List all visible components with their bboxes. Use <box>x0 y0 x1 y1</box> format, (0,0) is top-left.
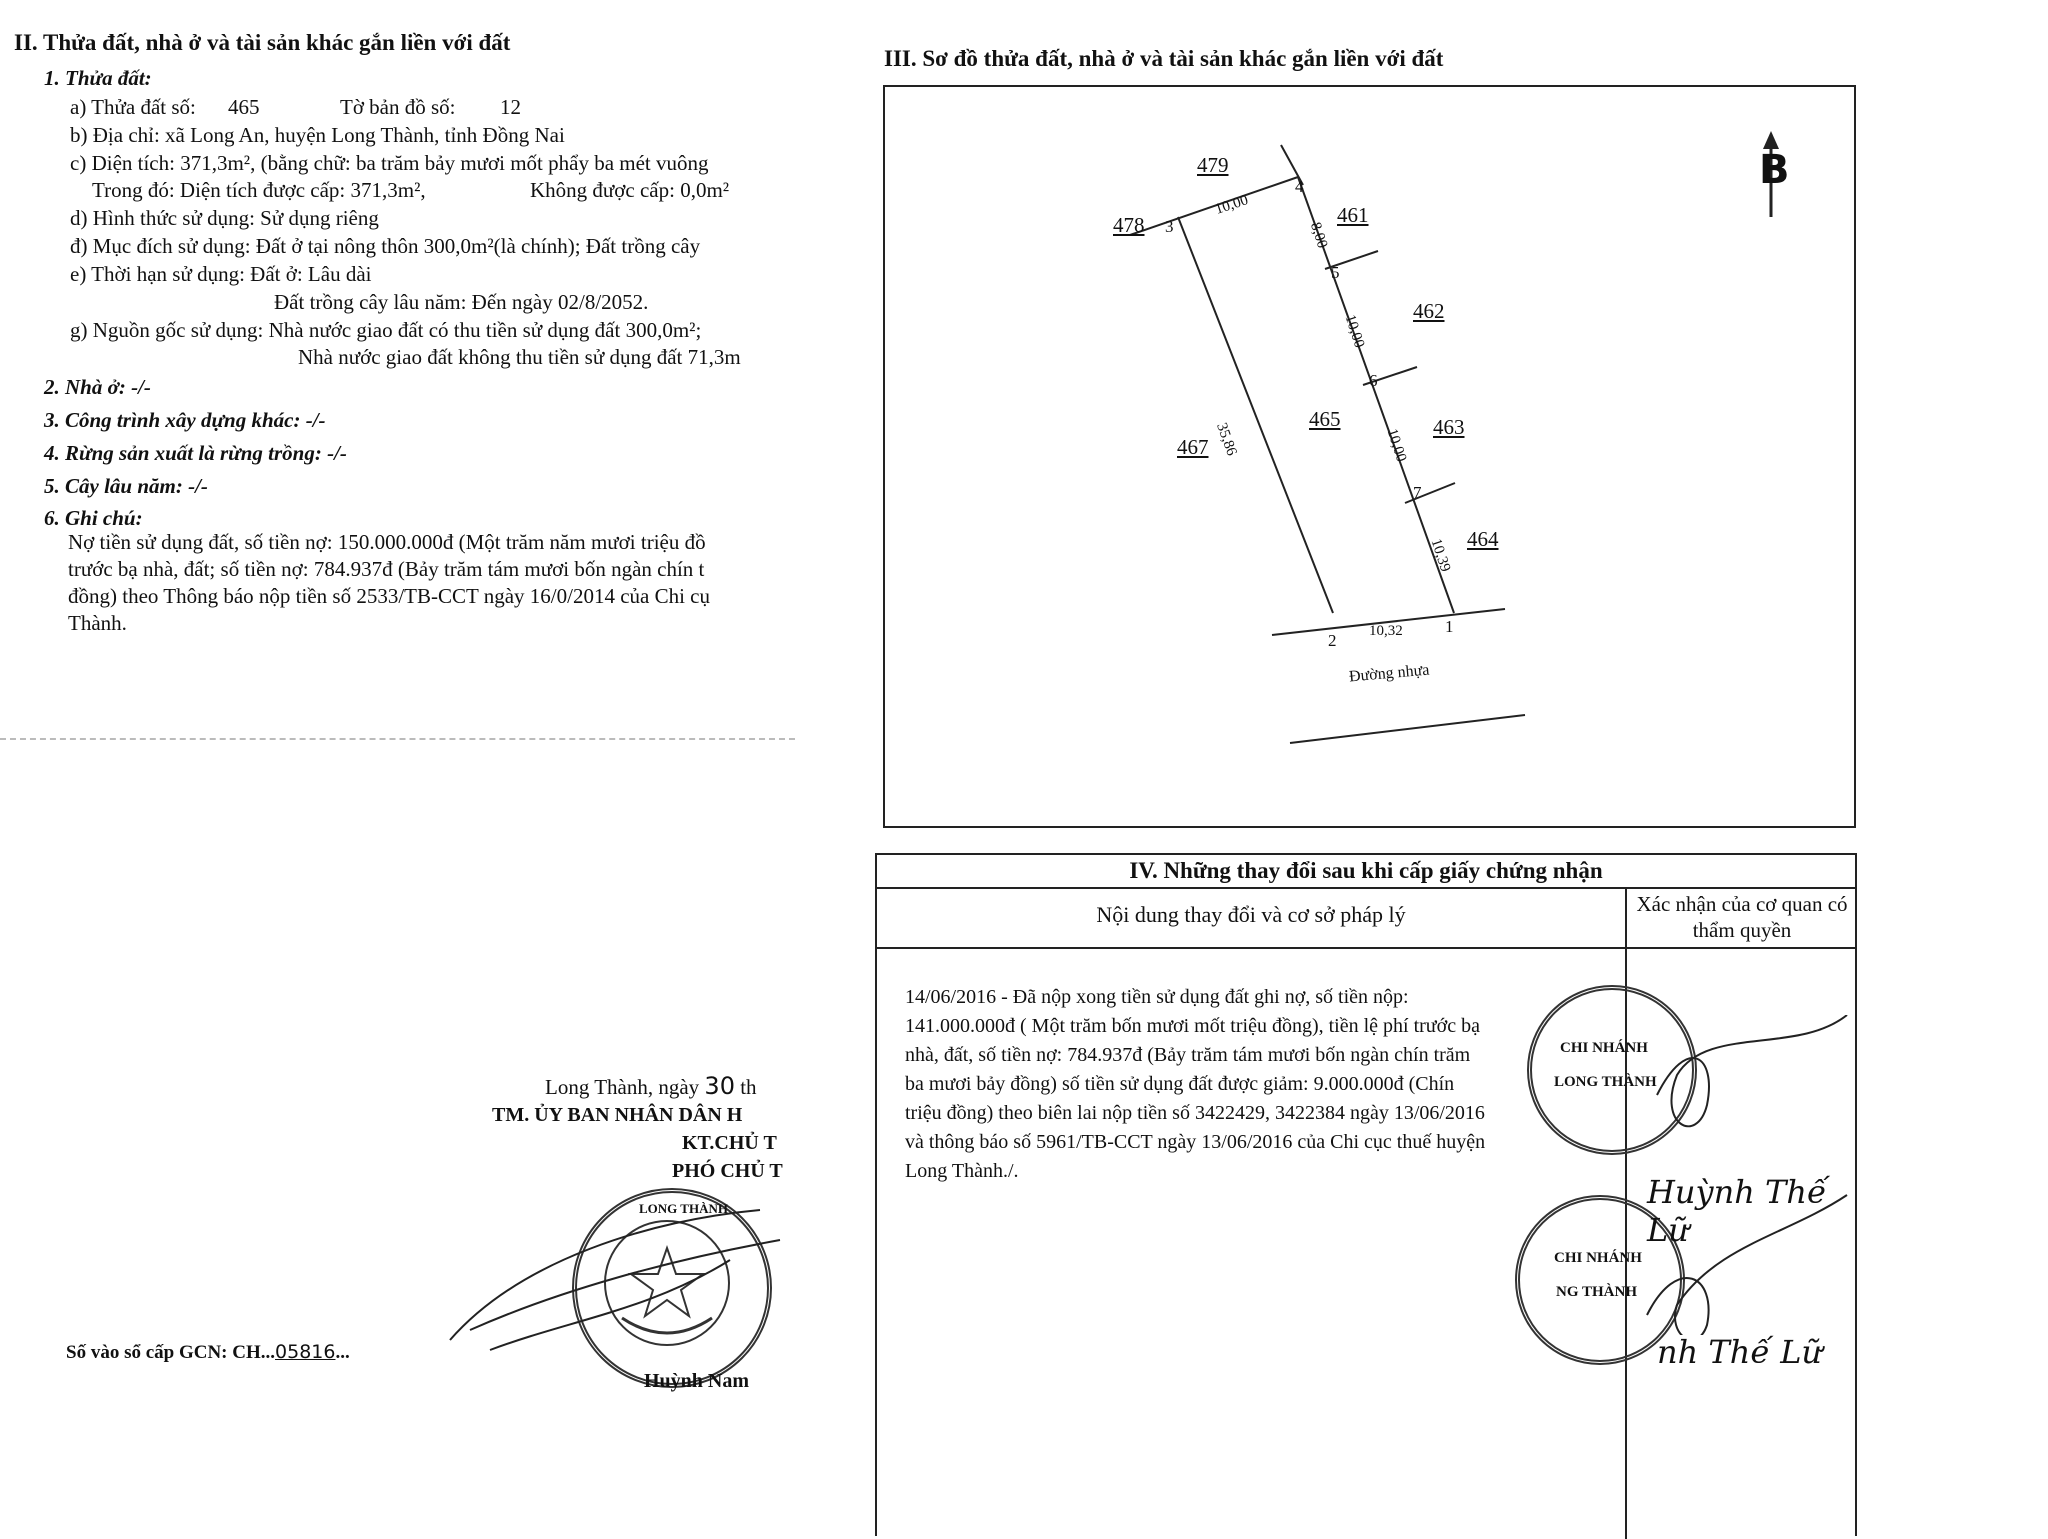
signer-name: Huỳnh Nam <box>644 1370 750 1392</box>
land-heading: 1. Thửa đất: <box>44 66 152 90</box>
parcel-467: 467 <box>1177 435 1209 459</box>
map-label: Tờ bản đồ số: <box>340 95 456 119</box>
plot-svg <box>885 87 1858 830</box>
section-2 <box>0 0 795 1536</box>
note-line-3: đồng) theo Thông báo nộp tiền số 2533/TB-CCT ngày 16/0/2014 của Chi cụ <box>68 584 710 608</box>
point-3: 3 <box>1165 217 1174 236</box>
signature-scribble <box>430 1200 790 1360</box>
dim-5-6: 10,00 <box>1341 312 1368 350</box>
section-4-title: IV. Những thay đổi sau khi cấp giấy chứng nhận <box>877 855 1855 889</box>
parcel-479: 479 <box>1197 153 1229 177</box>
parcel-463: 463 <box>1433 415 1465 439</box>
road-label: Đường nhựa <box>1348 661 1431 686</box>
column-header-confirmation: Xác nhận của cơ quan có thẩm quyền <box>1627 887 1857 949</box>
changes-table <box>875 853 1857 1536</box>
perennial: 5. Cây lâu năm: -/- <box>44 474 208 498</box>
change-entry <box>905 983 1625 1186</box>
point-7: 7 <box>1413 483 1422 502</box>
sign-day: 30 <box>704 1072 735 1100</box>
entry-line: 14/06/2016 - Đã nộp xong tiền sử dụng đất ghi nợ, số tiền nộp: <box>905 986 1409 1008</box>
stamp-2-bottom: NG THÀNH <box>1556 1284 1637 1300</box>
sign-place-date: Long Thành, ngày 30 th <box>545 1072 757 1100</box>
dim-front: 10,32 <box>1369 623 1403 639</box>
book-number: 05816 <box>275 1341 336 1363</box>
sign-kt: KT.CHỦ T <box>682 1132 777 1154</box>
origin: g) Nguồn gốc sử dụng: Nhà nước giao đất có thu tiền sử dụng đất 300,0m²; <box>70 318 702 342</box>
parcel-no: 465 <box>228 95 260 119</box>
signature-name-2: nh Thế Lữ <box>1657 1333 1823 1371</box>
dim-4-5: 8,00 <box>1306 220 1331 251</box>
land-plot-diagram <box>883 85 1856 828</box>
point-2: 2 <box>1328 631 1337 650</box>
entry-line: 141.000.000đ ( Một trăm bốn mươi mốt triệu đồng), tiền lệ phí trước bạ <box>905 1015 1480 1037</box>
parcel-465: 465 <box>1309 407 1341 431</box>
parcel-462: 462 <box>1413 299 1445 323</box>
book-entry: Số vào sổ cấp GCN: CH...05816... <box>66 1341 350 1363</box>
term-2: Đất trồng cây lâu năm: Đến ngày 02/8/2052. <box>274 290 649 314</box>
note-line-1: Nợ tiền sử dụng đất, số tiền nợ: 150.000.000đ (Một trăm năm mươi triệu đồ <box>68 530 706 554</box>
area-not-granted: Không được cấp: 0,0m² <box>530 178 730 202</box>
term: e) Thời hạn sử dụng: Đất ở: Lâu dài <box>70 262 372 286</box>
note-line-2: trước bạ nhà, đất; số tiền nợ: 784.937đ (Bảy trăm tám mươi bốn ngàn chín t <box>68 557 705 581</box>
purpose: đ) Mục đích sử dụng: Đất ở tại nông thôn 300,0m²(là chính); Đất trồng cây <box>70 234 701 258</box>
house: 2. Nhà ở: -/- <box>44 375 151 399</box>
point-1: 1 <box>1445 617 1454 636</box>
stamp-2-top: CHI NHÁNH <box>1554 1250 1642 1266</box>
stamp-1-bottom: LONG THÀNH <box>1554 1074 1657 1090</box>
entry-line: Long Thành./. <box>905 1160 1019 1182</box>
origin-2: Nhà nước giao đất không thu tiền sử dụng đất 71,3m <box>298 345 741 369</box>
map-no: 12 <box>500 95 521 119</box>
area-granted: Trong đó: Diện tích được cấp: 371,3m², <box>92 178 426 202</box>
dim-west: 35,86 <box>1213 420 1240 458</box>
parcel-461: 461 <box>1337 203 1369 227</box>
separator <box>0 738 795 740</box>
forest: 4. Rừng sản xuất là rừng trồng: -/- <box>44 441 347 465</box>
entry-line: triệu đồng) theo biên lai nộp tiền số 3422429, 3422384 ngày 13/06/2016 <box>905 1102 1485 1124</box>
parcel-464: 464 <box>1467 527 1499 551</box>
column-header-content: Nội dung thay đổi và cơ sở pháp lý <box>877 887 1627 949</box>
area: c) Diện tích: 371,3m², (bằng chữ: ba trăm bảy mươi mốt phẩy ba mét vuông <box>70 151 709 175</box>
point-5: 5 <box>1331 263 1340 282</box>
dim-6-7: 10,00 <box>1383 426 1410 464</box>
point-6: 6 <box>1369 371 1378 390</box>
stamp-1-top: CHI NHÁNH <box>1560 1040 1648 1056</box>
north-label: B <box>1759 147 1790 193</box>
sign-org: TM. ỦY BAN NHÂN DÂN H <box>492 1104 743 1126</box>
sign-role: PHÓ CHỦ T <box>672 1160 783 1182</box>
construction: 3. Công trình xây dựng khác: -/- <box>44 408 326 432</box>
note-line-4: Thành. <box>68 611 127 635</box>
entry-line: và thông báo số 5961/TB-CCT ngày 13/06/2016 của Chi cục thuế huyện <box>905 1131 1486 1153</box>
address: b) Địa chỉ: xã Long An, huyện Long Thành, tỉnh Đồng Nai <box>70 123 565 147</box>
parcel-label: a) Thửa đất số: <box>70 95 196 119</box>
point-4: 4 <box>1295 177 1304 196</box>
seal-text: LONG THÀNH <box>639 1201 728 1216</box>
dim-7-1: 10,39 <box>1427 536 1454 574</box>
signature-name-1: Huỳnh Thế Lữ <box>1647 1173 1827 1249</box>
entry-line: nhà, đất, số tiền nợ: 784.937đ (Bảy trăm tám mươi bốn ngàn chín trăm <box>905 1044 1471 1066</box>
dim-top: 10,00 <box>1213 192 1251 218</box>
parcel-478: 478 <box>1113 213 1145 237</box>
section-3-title: III. Sơ đồ thửa đất, nhà ở và tài sản khác gắn liền với đất <box>884 46 1444 71</box>
notes-heading: 6. Ghi chú: <box>44 506 143 530</box>
use-form: d) Hình thức sử dụng: Sử dụng riêng <box>70 206 379 230</box>
section-2-title: II. Thửa đất, nhà ở và tài sản khác gắn liền với đất <box>14 30 511 55</box>
entry-line: ba mươi bảy đồng) số tiền sử dụng đất được giảm: 9.000.000đ (Chín <box>905 1073 1455 1095</box>
